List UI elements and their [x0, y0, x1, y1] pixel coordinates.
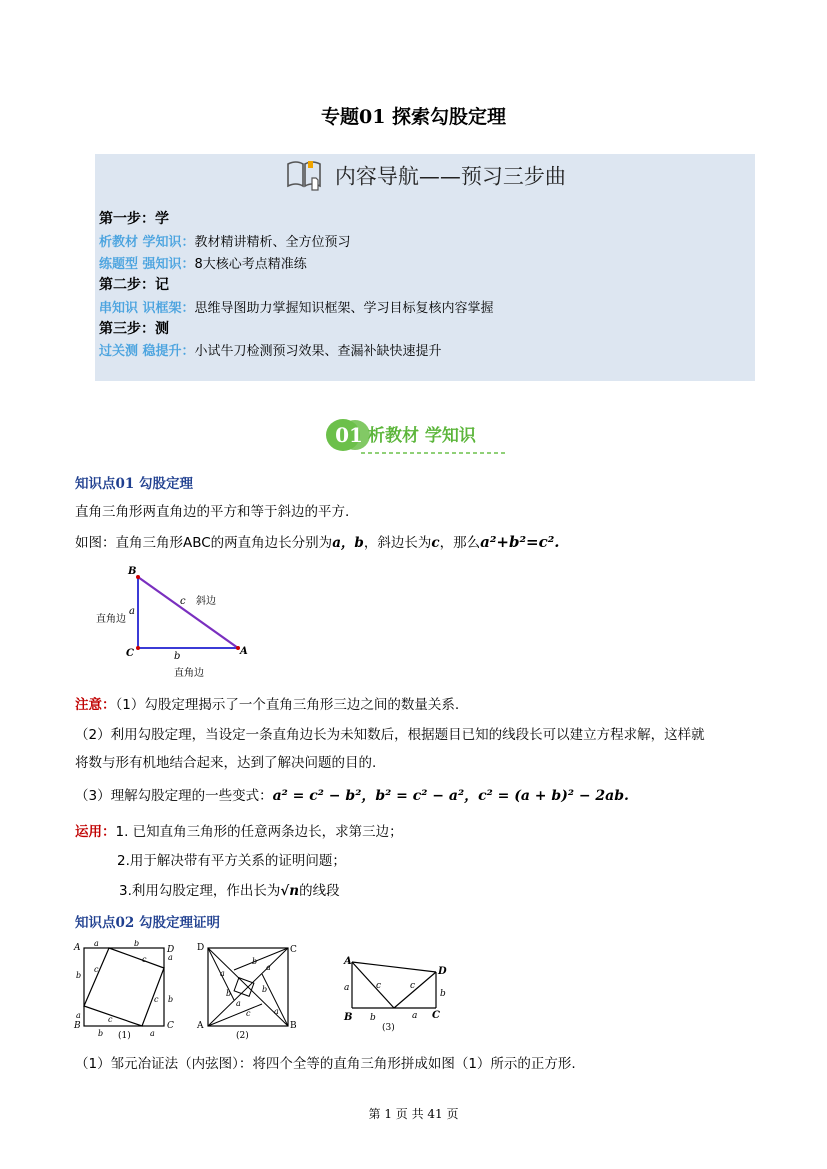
kp1-line-2b: ，斜边长为 — [363, 535, 432, 551]
svg-text:c: c — [410, 981, 416, 991]
svg-text:b: b — [134, 940, 140, 948]
kp1-title: 知识点01 勾股定理 — [75, 476, 193, 492]
step-2-heading: 第二步：记 — [99, 277, 169, 293]
svg-text:c: c — [142, 955, 147, 964]
section-banner — [325, 416, 510, 464]
step-3-highlight: 过关测 稳提升： — [99, 344, 195, 359]
step-1-highlight: 析教材 学知识： — [99, 235, 195, 250]
apply-3 — [119, 879, 340, 899]
svg-text:B: B — [290, 1021, 297, 1031]
svg-text:c: c — [246, 1009, 251, 1018]
step-2-highlight: 串知识 识框架： — [99, 301, 195, 316]
svg-text:a: a — [266, 963, 271, 972]
svg-text:a: a — [344, 983, 350, 993]
content-guide-box — [95, 154, 755, 381]
note-3-formula-1: a² = c² − b²， — [272, 788, 376, 804]
step-3-heading: 第三步：测 — [99, 321, 169, 337]
svg-text:a: a — [150, 1029, 155, 1038]
note-label: 注意： — [75, 697, 116, 713]
note-2b: 将数与形有机地结合起来，达到了解决问题的目的. — [75, 755, 377, 771]
svg-text:C: C — [432, 1010, 440, 1021]
svg-text:c: c — [376, 981, 382, 991]
svg-text:b: b — [76, 971, 82, 980]
svg-text:a: a — [94, 940, 99, 948]
step-1-highlight-2: 练题型 强知识： — [99, 257, 195, 272]
fig2-caption: (2) — [236, 1031, 249, 1040]
svg-text:b: b — [168, 995, 174, 1004]
svg-text:D: D — [438, 966, 447, 977]
kp2-title: 知识点02 勾股定理证明 — [75, 915, 220, 931]
proof-figure-3 — [340, 950, 460, 1044]
apply-label: 运用： — [75, 824, 116, 840]
apply-2: 2.用于解决带有平方关系的证明问题； — [117, 853, 346, 869]
svg-text:c: c — [108, 1015, 113, 1024]
svg-text:a: a — [168, 953, 173, 962]
label-leg-left: 直角边 — [96, 614, 126, 625]
proof-1-text: （1）邹元冶证法（内弦图）：将四个全等的直角三角形拼成如图（1）所示的正方形. — [75, 1056, 576, 1072]
svg-text:c: c — [154, 995, 159, 1004]
open-book-icon — [284, 158, 324, 197]
svg-text:a: a — [220, 969, 225, 978]
step-2-text: 思维导图助力掌握知识框架、学习目标复核内容掌握 — [194, 301, 494, 316]
apply-1-text: 1. 已知直角三角形的任意两条边长，求第三边； — [115, 824, 403, 840]
kp1-line-2a: 如图：直角三角形ABC的两直角边长分别为 — [75, 535, 333, 551]
label-hypotenuse: 斜边 — [196, 596, 216, 607]
vertex-C: C — [126, 648, 134, 659]
kp1-line-1: 直角三角形两直角边的平方和等于斜边的平方. — [75, 504, 350, 520]
note-1-text: （1）勾股定理揭示了一个直角三角形三边之间的数量关系. — [115, 697, 460, 713]
svg-text:b: b — [440, 989, 446, 999]
kp1-formula: a²+b²=c². — [480, 533, 560, 551]
step-1-heading: 第一步：学 — [99, 211, 169, 227]
note-3 — [75, 784, 629, 805]
label-leg-bottom: 直角边 — [174, 668, 204, 679]
side-a: a — [129, 606, 135, 617]
note-3-formula-2: b² = c² − a²， — [375, 788, 479, 804]
guide-title-row — [95, 158, 755, 197]
kp1-line-2 — [75, 531, 560, 551]
vertex-A: A — [240, 646, 248, 657]
page-footer: 第 1 页 共 41 页 — [368, 1107, 459, 1121]
note-1 — [75, 693, 459, 713]
side-b: b — [174, 651, 181, 662]
step-3-text: 小试牛刀检测预习效果、查漏补缺快速提升 — [194, 344, 442, 359]
svg-text:a: a — [236, 999, 241, 1008]
svg-text:b: b — [226, 989, 232, 998]
svg-text:b: b — [98, 1029, 104, 1038]
step-2-line — [99, 297, 494, 316]
step-1-text-2: 8大核心考点精准练 — [194, 257, 307, 272]
svg-text:a: a — [76, 1011, 81, 1020]
apply-1 — [75, 820, 403, 840]
svg-text:b: b — [252, 957, 258, 966]
apply-3-text-b: 的线段 — [299, 883, 340, 899]
step-1-line-2 — [99, 253, 307, 272]
svg-text:b: b — [370, 1013, 376, 1023]
banner-number: 01 — [335, 423, 363, 447]
step-1-text: 教材精讲精析、全方位预习 — [194, 235, 351, 250]
svg-text:A: A — [74, 943, 81, 953]
svg-text:a: a — [412, 1011, 418, 1021]
svg-text:D: D — [167, 945, 175, 955]
svg-text:C: C — [290, 945, 297, 955]
kp1-hyp: c — [431, 535, 440, 551]
fig1-caption: (1) — [118, 1031, 131, 1040]
fig3-caption: (3) — [382, 1023, 395, 1033]
note-3-formula-3: c² = (a + b)² − 2ab. — [478, 788, 629, 804]
svg-text:A: A — [344, 956, 352, 967]
svg-text:A: A — [197, 1021, 204, 1031]
svg-text:C: C — [167, 1021, 174, 1031]
apply-3-formula: √n — [280, 883, 300, 899]
kp1-legs: a，b — [332, 535, 364, 551]
svg-text:B: B — [344, 1012, 353, 1023]
right-triangle-figure — [92, 562, 252, 686]
proof-figure-1 — [72, 940, 182, 1044]
kp1-line-2d: ，那么 — [439, 535, 481, 551]
apply-3-text: 3.利用勾股定理，作出长为 — [119, 883, 281, 899]
step-1-line — [99, 231, 351, 250]
vertex-B: B — [128, 566, 137, 577]
page-title: 专题01 探索勾股定理 — [320, 106, 507, 128]
side-c: c — [180, 596, 186, 607]
note-2a: （2）利用勾股定理，当设定一条直角边长为未知数后，根据题目已知的线段长可以建立方程求解，这样就 — [75, 727, 705, 743]
guide-title-text: 内容导航——预习三步曲 — [334, 164, 566, 189]
note-3-text: （3）理解勾股定理的一些变式： — [75, 788, 273, 804]
banner-text: 析教材 学知识 — [368, 426, 476, 446]
svg-text:c: c — [94, 965, 99, 974]
step-3-line — [99, 340, 442, 359]
svg-text:a: a — [274, 1007, 279, 1016]
proof-figure-2 — [196, 940, 301, 1044]
svg-text:b: b — [262, 985, 268, 994]
svg-text:D: D — [197, 943, 205, 953]
svg-text:B: B — [74, 1021, 81, 1031]
